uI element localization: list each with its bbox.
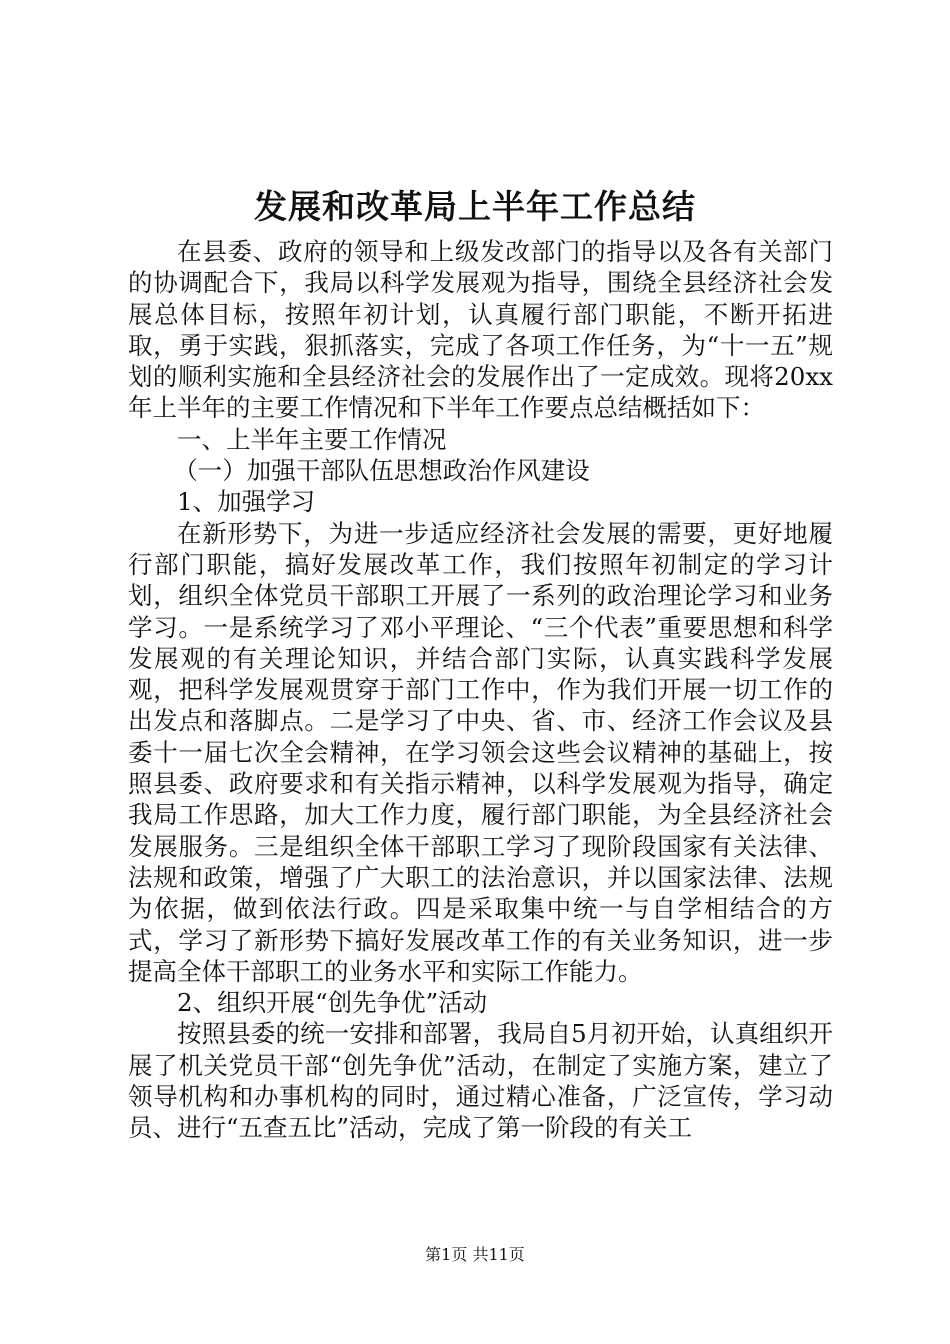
item-heading-activity: 2、组织开展“创先争优”活动	[177, 988, 488, 1018]
document-body	[128, 236, 833, 1144]
intro-paragraph: 在县委、政府的领导和上级发改部门的指导以及各有关部门的协调配合下，我局以科学发展观为指导，围绕全县经济社会发展总体目标，按照年初计划，认真履行部门职能，不断开拓进取，勇于实践，狠抓落实，完成了各项工作任务，为“十一五”规划的顺利实施和全县经济社会的发展作出了一定成效。现将20xx年上半年的主要工作情况和下半年工作要点总结概括如下：	[128, 237, 833, 423]
subsection-heading: （一）加强干部队伍思想政治作风建设	[173, 456, 590, 486]
study-paragraph: 在新形势下，为进一步适应经济社会发展的需要，更好地履行部门职能，搞好发展改革工作，我们按照年初制定的学习计划，组织全体党员干部职工开展了一系列的政治理论学习和业务学习。一是系统学习了邓小平理论、“三个代表”重要思想和科学发展观的有关理论知识，并结合部门实际，认真实践科学发展观，把科学发展观贯穿于部门工作中，作为我们开展一切工作的出发点和落脚点。二是学习了中央、省、市、经济工作会议及县委十一届七次全会精神，在学习领会这些会议精神的基础上，按照县委、政府要求和有关指示精神，以科学发展观为指导，确定我局工作思路，加大工作力度，履行部门职能，为全县经济社会发展服务。三是组织全体干部职工学习了现阶段国家有关法律、法规和政策，增强了广大职工的法治意识，并以国家法律、法规为依据，做到依法行政。四是采取集中统一与自学相结合的方式，学习了新形势下搞好发展改革工作的有关业务知识，进一步提高全体干部职工的业务水平和实际工作能力。	[128, 518, 833, 986]
page-number: 第1页 共11页	[425, 1245, 525, 1264]
activity-paragraph: 按照县委的统一安排和部署，我局自5月初开始，认真组织开展了机关党员干部“创先争优”活动，在制定了实施方案，建立了领导机构和办事机构的同时，通过精心准备，广泛宣传，学习动员、进行“五查五比”活动，完成了第一阶段的有关工	[128, 1019, 833, 1143]
document-title: 发展和改革局上半年工作总结	[254, 187, 696, 226]
section-heading: 一、上半年主要工作情况	[177, 424, 447, 454]
item-heading-study: 1、加强学习	[177, 487, 316, 517]
